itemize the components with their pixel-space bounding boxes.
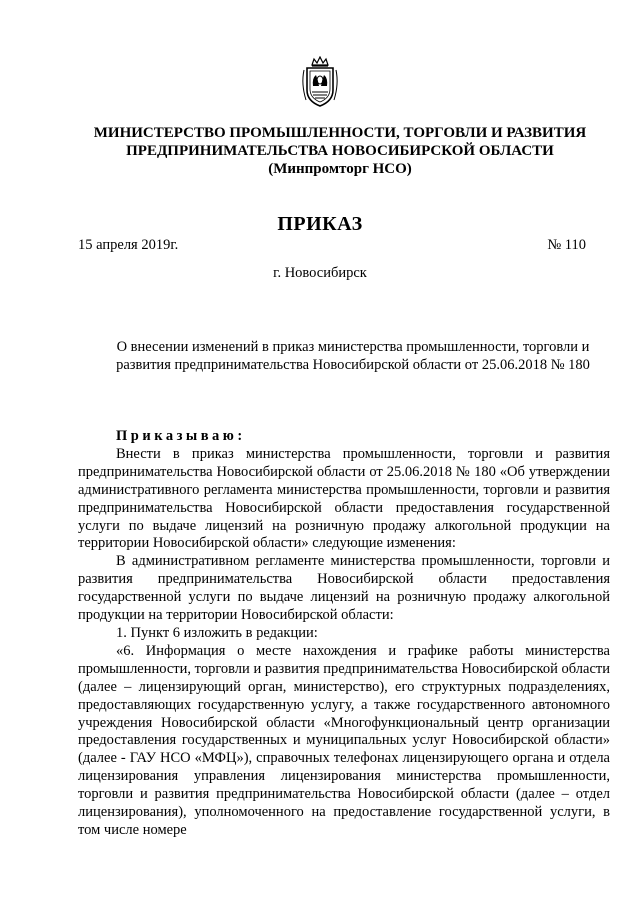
- document-date: 15 апреля 2019г.: [78, 237, 179, 253]
- date-number-row: [78, 237, 586, 254]
- body-paragraph-1: Внести в приказ министерства промышленности, торговли и развития предпринимательства Новосибирской области от 25.06.2018 № 180 «Об утверждении административного регламента министерства промышленности, торговли и развития предпринимательства Новосибирской области предоставления государственной услуги по выдаче лицензий на розничную продажу алкогольной продукции на территории Новосибирской области» следующие изменения:: [78, 445, 610, 552]
- document-body: [78, 428, 610, 840]
- ministry-name-line2: ПРЕДПРИНИМАТЕЛЬСТВА НОВОСИБИРСКОЙ ОБЛАСТИ: [126, 143, 554, 159]
- ministry-short-name: (Минпромторг НСО): [268, 161, 412, 177]
- document-number: № 110: [547, 237, 586, 253]
- body-paragraph-2: В административном регламенте министерства промышленности, торговли и развития предпринимательства Новосибирской области предоставления государственной услуги по выдаче лицензий на розничную продажу алкогольной продукции на территории Новосибирской области:: [78, 553, 610, 624]
- document-city: г. Новосибирск: [273, 265, 367, 281]
- body-paragraph-4: «6. Информация о месте нахождения и графике работы министерства промышленности, торговли и развития предпринимательства Новосибирской области (далее – лицензирующий орган, министерство), его структурных подразделениях, предоставляющих государственную услугу, а также государственного автономного учреждения Новосибирской области «Многофункциональный центр организации предоставления государственных и муниципальных услуг Новосибирской области» (далее - ГАУ НСО «МФЦ»), справочных телефонах лицензирующего органа и отдела лицензирования управления лицензирования министерства промышленности, торговли и развития предпринимательства Новосибирской области (далее – отдел лицензирования), уполномоченного на предоставление государственной услуги, в том числе номере: [78, 642, 610, 838]
- ministry-name-line1: МИНИСТЕРСТВО ПРОМЫШЛЕННОСТИ, ТОРГОВЛИ И РАЗВИТИЯ: [93, 125, 587, 141]
- ministry-header: [70, 124, 610, 178]
- document-type: ПРИКАЗ: [277, 213, 363, 235]
- document-title: О внесении изменений в приказ министерства промышленности, торговли и развития предпринимательства Новосибирской области от 25.06.2018 № 180: [116, 339, 590, 373]
- order-word: Приказываю:: [116, 428, 246, 444]
- coat-of-arms-emblem: [300, 56, 340, 108]
- order-paragraph: [78, 428, 610, 446]
- body-paragraph-3: 1. Пункт 6 изложить в редакции:: [116, 624, 318, 641]
